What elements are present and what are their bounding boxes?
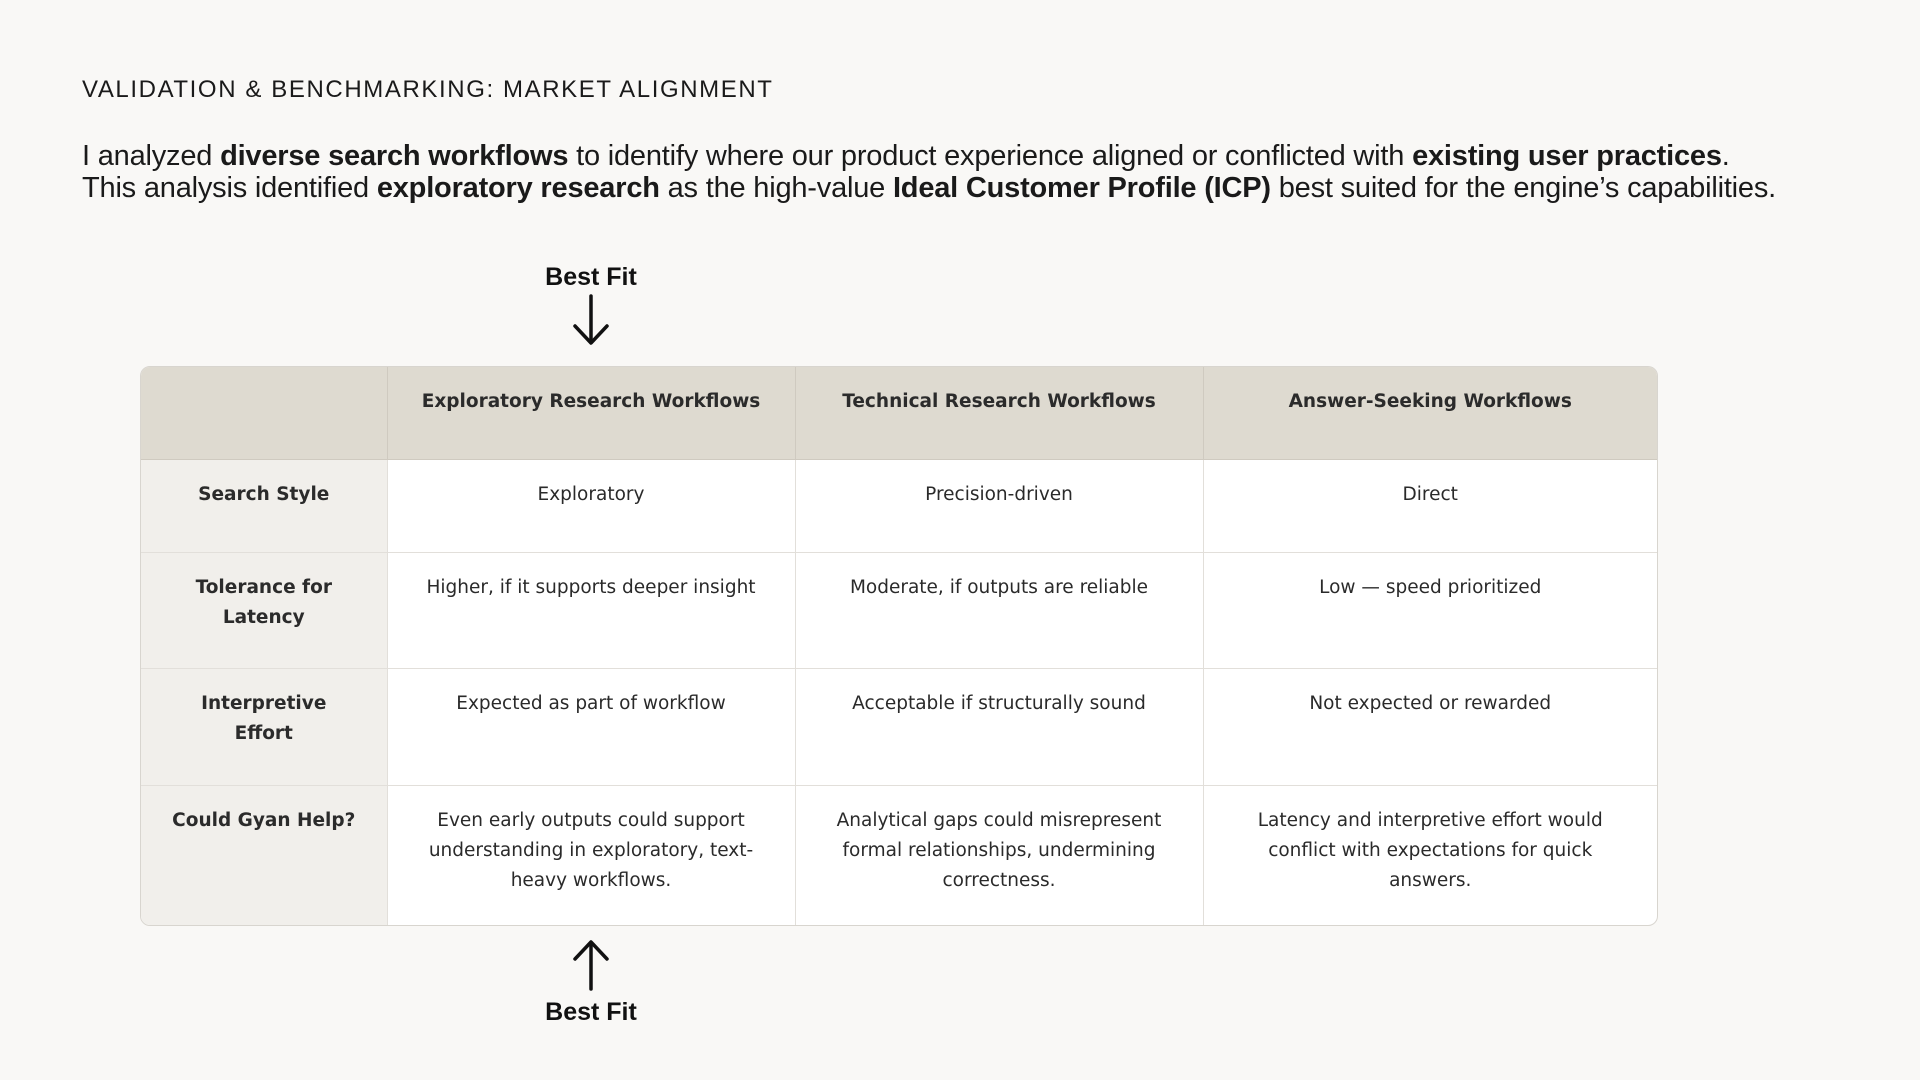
intro-text-5: best suited for the engine’s capabilities. — [1270, 172, 1777, 204]
intro-text-3: . This analysis identified — [82, 140, 1730, 204]
arrow-down-icon — [566, 292, 616, 348]
table-header-row — [141, 367, 1657, 460]
section-eyebrow: VALIDATION & BENCHMARKING: MARKET ALIGNMENT — [82, 76, 774, 103]
table-row — [141, 786, 1657, 926]
row-header-search-style: Search Style — [141, 460, 387, 553]
best-fit-label-top: Best Fit — [545, 263, 637, 291]
table-cell: Low — speed prioritized — [1203, 553, 1657, 669]
column-header-answer-seeking: Answer-Seeking Workflows — [1203, 367, 1657, 460]
table-cell: Moderate, if outputs are reliable — [795, 553, 1203, 669]
table-cell: Expected as part of workflow — [387, 669, 795, 786]
table-cell: Acceptable if structurally sound — [795, 669, 1203, 786]
intro-bold-3: exploratory research — [376, 172, 660, 204]
corner-cell — [141, 367, 387, 460]
intro-paragraph — [82, 140, 1782, 204]
table-cell: Higher, if it supports deeper insight — [387, 553, 795, 669]
intro-bold-1: diverse search workflows — [220, 140, 569, 172]
table-cell: Analytical gaps could misrepresent formal relationships, undermining correctness. — [795, 786, 1203, 926]
intro-text-4: as the high-value — [659, 172, 893, 204]
table-row — [141, 460, 1657, 553]
row-header-tolerance-for-latency: Tolerance for Latency — [141, 553, 387, 669]
table-cell: Even early outputs could support understanding in exploratory, text-heavy workflows. — [387, 786, 795, 926]
column-header-exploratory: Exploratory Research Workflows — [387, 367, 795, 460]
intro-bold-2: existing user practices — [1412, 140, 1722, 172]
table-row — [141, 553, 1657, 669]
arrow-up-icon — [566, 937, 616, 993]
workflow-comparison-table — [140, 366, 1658, 926]
intro-text-1: I analyzed — [82, 140, 221, 172]
best-fit-label-bottom: Best Fit — [545, 998, 637, 1026]
column-header-technical: Technical Research Workflows — [795, 367, 1203, 460]
table-cell: Latency and interpretive effort would conflict with expectations for quick answers. — [1257, 810, 1603, 891]
intro-bold-4: Ideal Customer Profile (ICP) — [892, 172, 1271, 204]
row-header-interpretive-effort: Interpretive Effort — [141, 669, 387, 786]
intro-text-2: to identify where our product experience aligned or conflicted with — [568, 140, 1413, 172]
row-header-could-gyan-help: Could Gyan Help? — [141, 786, 387, 926]
table-cell: Not expected or rewarded — [1203, 669, 1657, 786]
table-cell: Exploratory — [387, 460, 795, 553]
table-row — [141, 669, 1657, 786]
table-cell: Precision-driven — [795, 460, 1203, 553]
table-cell: Direct — [1203, 460, 1657, 553]
